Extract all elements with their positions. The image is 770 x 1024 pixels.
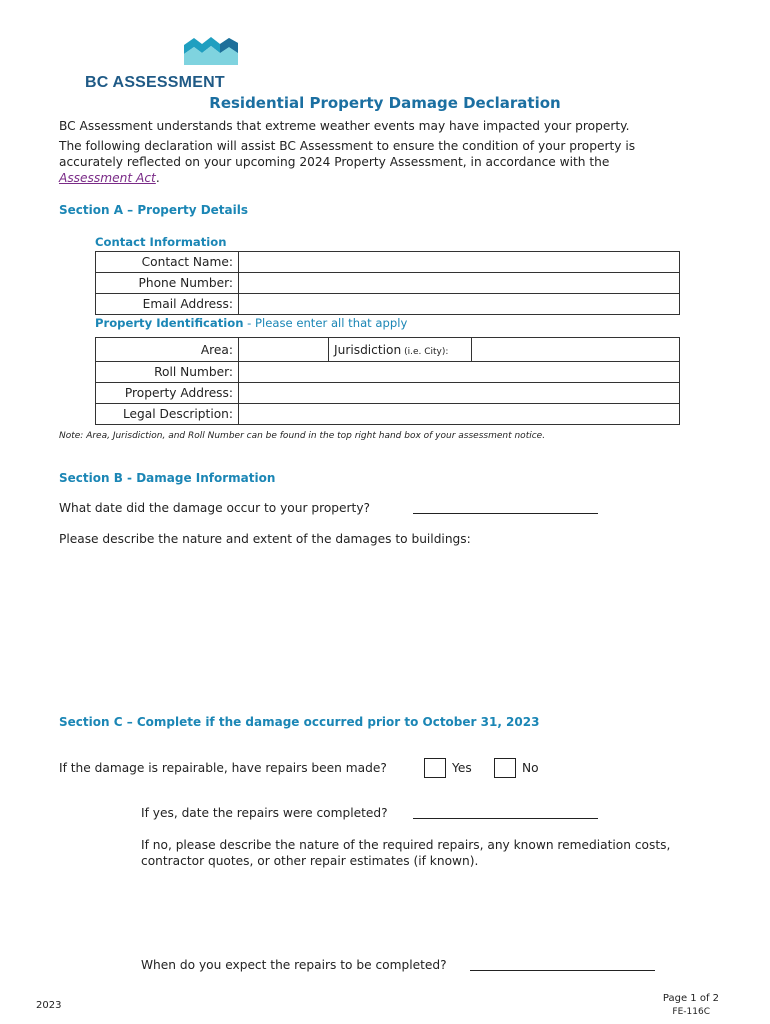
section-c-heading: Section C – Complete if the damage occurred prior to October 31, 2023	[59, 715, 540, 729]
intro-text-1: BC Assessment understands that extreme weather events may have impacted your property.	[59, 119, 630, 133]
repairs-completed-date-question: If yes, date the repairs were completed?	[141, 806, 388, 820]
area-field[interactable]	[239, 338, 329, 362]
table-row	[96, 338, 680, 362]
property-address-field[interactable]	[239, 383, 680, 404]
table-row	[96, 383, 680, 404]
jurisdiction-label-text: Jurisdiction	[334, 342, 402, 357]
expected-completion-field[interactable]	[470, 970, 655, 971]
section-a-heading: Section A – Property Details	[59, 203, 248, 217]
property-identification-note: - Please enter all that apply	[243, 316, 408, 330]
intro-end: .	[155, 171, 160, 185]
intro-text-2-line2: accurately reflected on your upcoming 2024 Property Assessment, in accordance with the	[59, 155, 610, 169]
repairs-made-question: If the damage is repairable, have repairs been made?	[59, 761, 387, 775]
contact-info-table	[95, 251, 680, 315]
jurisdiction-hint: (i.e. City):	[401, 346, 449, 357]
yes-checkbox[interactable]	[424, 758, 446, 778]
legal-description-label: Legal Description:	[96, 404, 239, 425]
table-row	[96, 294, 680, 315]
footer-year: 2023	[36, 1000, 62, 1011]
no-label: No	[522, 761, 539, 775]
footer-page-number: Page 1 of 2	[662, 993, 719, 1004]
bc-assessment-logo-mark	[184, 35, 238, 67]
damage-description-prompt: Please describe the nature and extent of the damages to buildings:	[59, 532, 471, 546]
expected-completion-question: When do you expect the repairs to be completed?	[141, 958, 447, 972]
intro-paragraph-1	[59, 118, 719, 134]
repairs-completed-date-field[interactable]	[413, 818, 598, 819]
damage-date-question: What date did the damage occur to your property?	[59, 501, 371, 515]
email-address-field[interactable]	[239, 294, 680, 315]
intro-text-2-line1: The following declaration will assist BC Assessment to ensure the condition of your property is	[59, 139, 636, 153]
assessment-notice-note: Note: Area, Jurisdiction, and Roll Number can be found in the top right hand box of your assessment notice.	[59, 431, 546, 441]
jurisdiction-field[interactable]	[472, 338, 680, 362]
roll-number-label: Roll Number:	[96, 362, 239, 383]
section-b-heading: Section B - Damage Information	[59, 471, 276, 485]
footer-form-code: FE-116C	[672, 1007, 710, 1017]
contact-name-label: Contact Name:	[96, 252, 239, 273]
table-row	[96, 273, 680, 294]
phone-number-label: Phone Number:	[96, 273, 239, 294]
damage-date-field[interactable]	[413, 513, 598, 514]
legal-description-field[interactable]	[239, 404, 680, 425]
property-identification-heading	[95, 316, 407, 330]
email-address-label: Email Address:	[96, 294, 239, 315]
property-identification-title: Property Identification	[95, 316, 244, 330]
jurisdiction-label	[329, 338, 472, 362]
required-repairs-prompt	[141, 837, 670, 869]
table-row	[96, 404, 680, 425]
property-identification-table	[95, 337, 680, 425]
damage-description-area[interactable]	[59, 552, 719, 702]
roll-number-field[interactable]	[239, 362, 680, 383]
table-row	[96, 252, 680, 273]
bc-assessment-logo-text: BC ASSESSMENT	[85, 74, 225, 91]
table-row	[96, 362, 680, 383]
contact-info-heading: Contact Information	[95, 235, 227, 249]
yes-label: Yes	[452, 761, 472, 775]
phone-number-field[interactable]	[239, 273, 680, 294]
intro-paragraph-2	[59, 138, 719, 186]
area-label: Area:	[96, 338, 239, 362]
property-address-label: Property Address:	[96, 383, 239, 404]
document-title: Residential Property Damage Declaration	[209, 94, 561, 112]
no-checkbox[interactable]	[494, 758, 516, 778]
contact-name-field[interactable]	[239, 252, 680, 273]
required-repairs-prompt-line1: If no, please describe the nature of the required repairs, any known remediation costs,	[141, 838, 671, 852]
assessment-act-link[interactable]: Assessment Act	[59, 171, 156, 185]
required-repairs-prompt-line2: contractor quotes, or other repair estimates (if known).	[141, 854, 479, 868]
required-repairs-area[interactable]	[141, 875, 719, 950]
